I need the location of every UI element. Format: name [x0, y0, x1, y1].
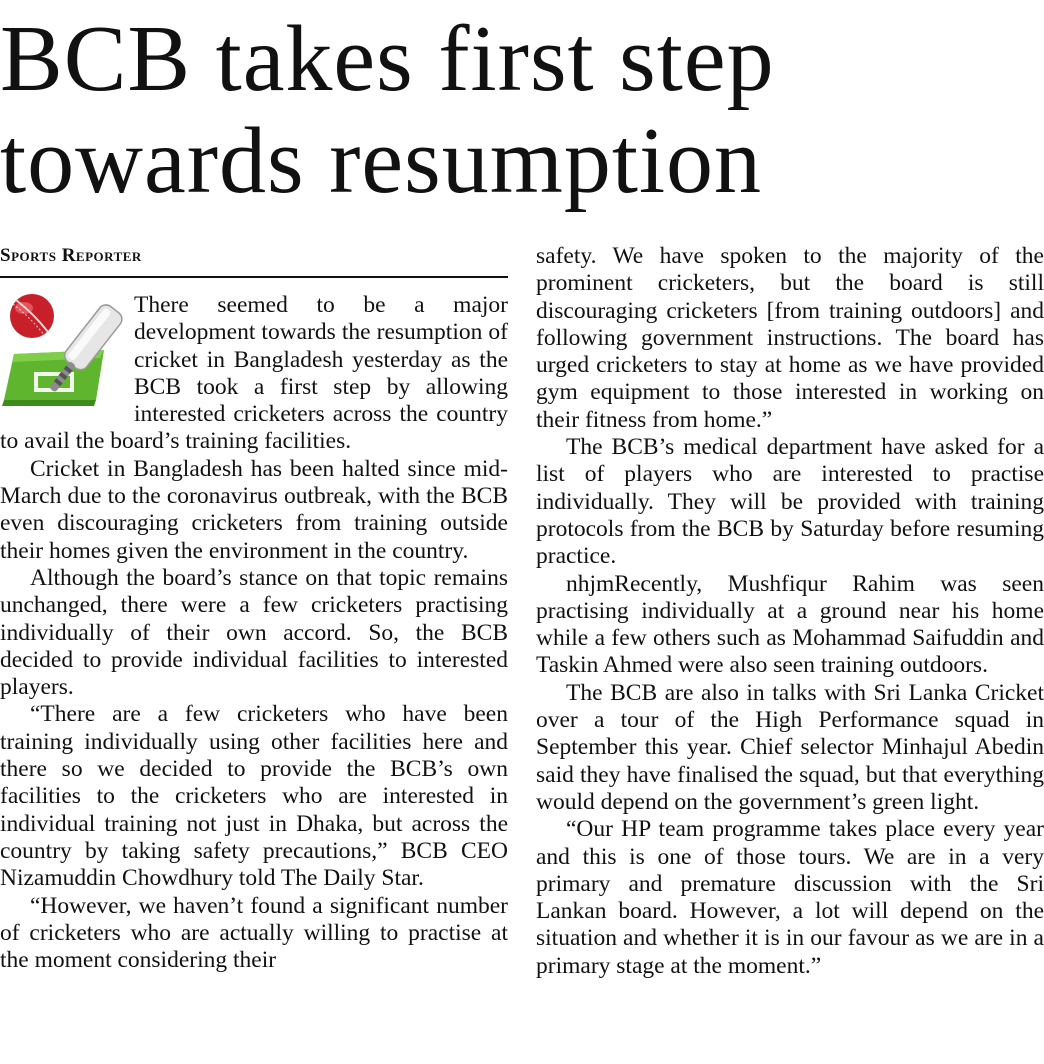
paragraph: The BCB are also in talks with Sri Lanka Cricket over a tour of the High Performance squad in September this year. Chief selector Minhajul Abedin said they have finalised the squad, but that everything would depend on the government’s green light.	[536, 679, 1044, 815]
cricket-bat-ball-icon	[0, 292, 124, 410]
paragraph: “Our HP team programme takes place every year and this is one of those tours. We are in a very primary and premature discussion with the Sri Lankan board. However, a lot will depend on the situation and whether it is in our favour as we are in a primary stage at the moment.”	[536, 816, 1044, 979]
byline: Sports Reporter	[0, 244, 508, 278]
paragraph: Although the board’s stance on that topic remains unchanged, there were a few cricketers practising individually of their own accord. So, the BCB decided to provide individual facilities to interested players.	[0, 564, 508, 701]
headline	[0, 8, 1044, 212]
paragraph: There seemed to be a major development towards the resumption of cricket in Bangladesh yesterday as the BCB took a first step by allowing interested cricketers across the country to avail the board’s training facilities.	[0, 292, 508, 455]
headline-line-2: towards resumption	[0, 109, 763, 213]
article-column-right	[536, 243, 1044, 980]
paragraph: The BCB’s medical department have asked for a list of players who are interested to practise individually. They will be provided with training protocols from the BCB by Saturday before resuming practice.	[536, 434, 1044, 570]
paragraph: “However, we haven’t found a significant number of cricketers who are actually willing to practise at the moment considering their	[0, 892, 508, 974]
paragraph: safety. We have spoken to the majority of the prominent cricketers, but the board is still discouraging cricketers [from training outdoors] and following government instructions. The board has urged cricketers to stay at home as we have provided gym equipment to those interested in working on their fitness from home.”	[536, 243, 1044, 433]
paragraph: Cricket in Bangladesh has been halted since mid-March due to the coronavirus outbreak, with the BCB even discouraging cricketers from training outside their homes given the environment in the country.	[0, 455, 508, 564]
article-column-left	[0, 244, 508, 974]
paragraph: nhjmRecently, Mushfiqur Rahim was seen practising individually at a ground near his home while a few others such as Mohammad Saifuddin and Taskin Ahmed were also seen training outdoors.	[536, 570, 1044, 679]
paragraph: “There are a few cricketers who have been training individually using other facilities here and there so we decided to provide the BCB’s own facilities to the cricketers who are interested in individual training not just in Dhaka, but across the country by taking safety precautions,” BCB CEO Nizamuddin Chowdhury told The Daily Star.	[0, 701, 508, 892]
headline-line-1: BCB takes first step	[0, 7, 775, 111]
